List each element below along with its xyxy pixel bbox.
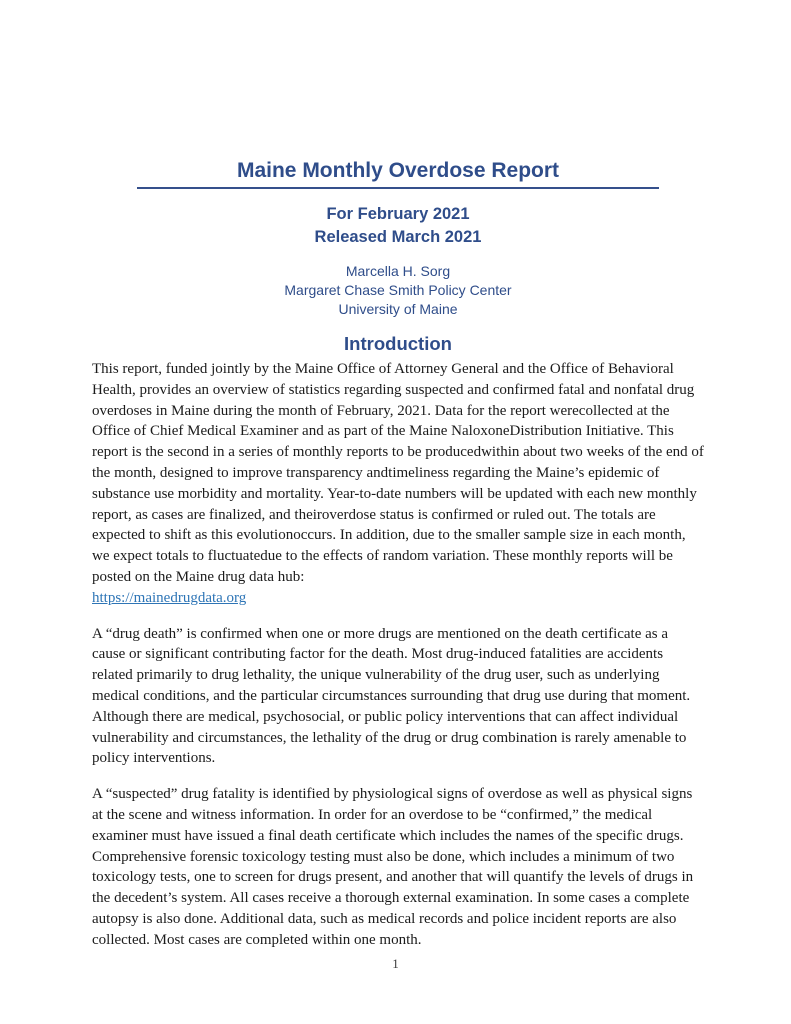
intro-paragraph-3: A “suspected” drug fatality is identified by physiological signs of overdose as well as physical signs at the scene and witness information. In order for an overdose to be “confirmed,” the medical examiner must have issued a final death certificate which includes the names of the specific drugs. Comprehensive forensic toxicology testing must also be done, which includes a minimum of two toxicology tests, one to screen for drugs present, and another that will quantify the levels of drugs in the decedent’s system. All cases receive a thorough external examination. In some cases a complete autopsy is also done. Additional data, such as medical records and police incident reports are also collected. Most cases are completed within one month. bbox=[92, 786, 694, 948]
author-affiliation: Margaret Chase Smith Policy Center bbox=[284, 282, 512, 298]
report-period-block bbox=[92, 203, 704, 249]
intro-paragraph-1: This report, funded jointly by the Maine Office of Attorney General and the Office of Behavioral Health, provides an overview of statistics regarding suspected and confirmed fatal and nonfatal drug overdoses in Maine during the month of February, 2021. Data for the report werecollected at the Office of Chief Medical Examiner and as part of the Maine NaloxoneDistribution Initiative. This report is the second in a series of monthly reports to be producedwithin about two weeks of the end of the month, designed to improve transparency andtimeliness regarding the Maine’s epidemic of substance use morbidity and mortality. Year-to-date numbers will be updated with each new monthly report, as cases are finalized, and theiroverdose status is confirmed or ruled out. The totals are expected to shift as this evolutionoccurs. In addition, due to the smaller sample size in each month, we expect totals to fluctuatedue to the effects of random variation. These monthly reports will be posted on the Maine drug data hub: bbox=[92, 361, 704, 585]
release-date-line: Released March 2021 bbox=[314, 228, 482, 246]
document-page bbox=[92, 0, 704, 951]
author-institution: University of Maine bbox=[338, 301, 458, 317]
author-block bbox=[92, 262, 704, 319]
section-heading-introduction: Introduction bbox=[344, 333, 452, 354]
intro-paragraph-2: A “drug death” is confirmed when one or more drugs are mentioned on the death certificate as a cause or significant contributing factor for the death. Most drug-induced fatalities are accidents related primarily to drug lethality, the unique vulnerability of the drug user, such as underlying medical conditions, and the particular circumstances surrounding that drug use during that moment. Although there are medical, psychosocial, or public policy interventions that can affect individual vulnerability and circumstances, the lethality of the drug or drug combination is rarely amenable to policy interventions. bbox=[92, 625, 691, 767]
mainedrugdata-link[interactable]: https://mainedrugdata.org bbox=[92, 589, 247, 606]
page-title: Maine Monthly Overdose Report bbox=[236, 159, 560, 182]
page-number: 1 bbox=[392, 956, 399, 971]
title-divider bbox=[137, 187, 659, 189]
author-name: Marcella H. Sorg bbox=[345, 263, 451, 279]
report-period-line: For February 2021 bbox=[326, 205, 470, 223]
